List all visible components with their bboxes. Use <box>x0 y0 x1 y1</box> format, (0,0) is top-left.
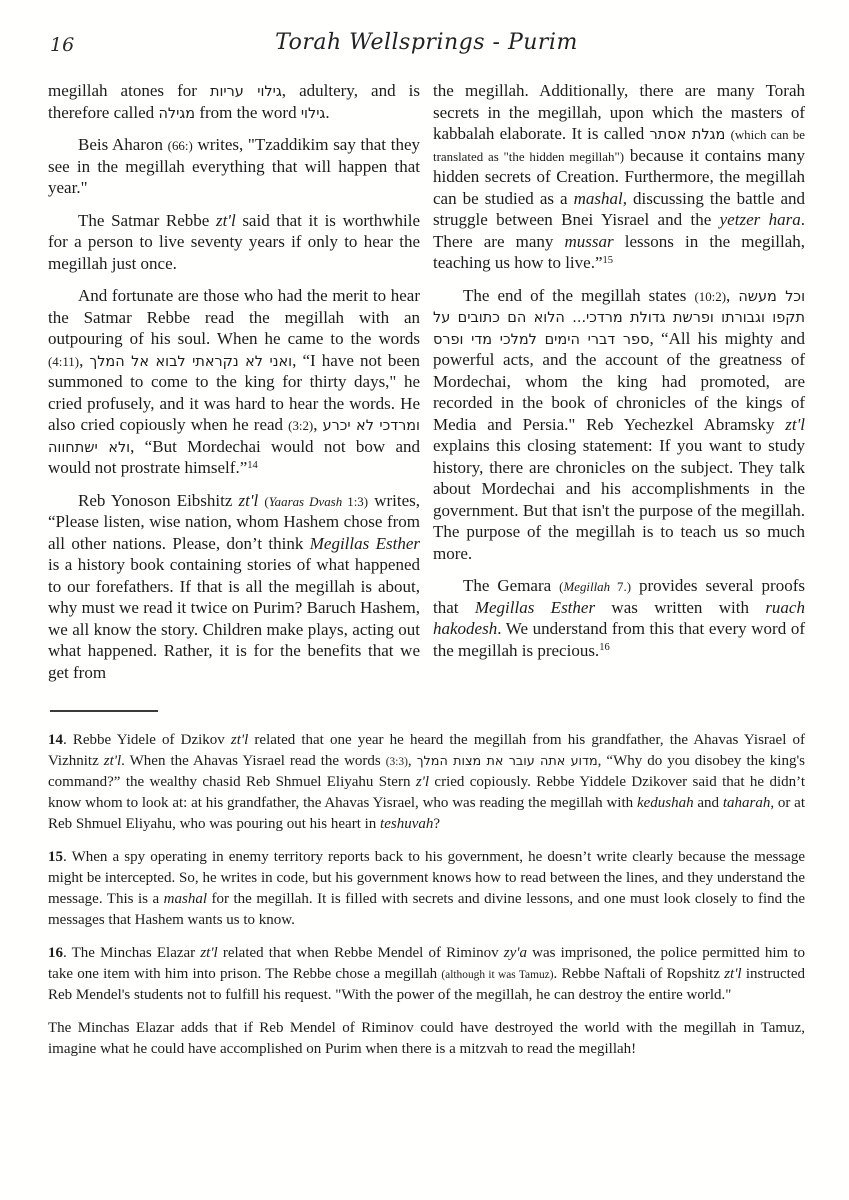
text-segment: instructed Reb Mendel's students not to fulfill his request. "With the power of the megillah, he can destroy the entire world." <box>48 966 805 1003</box>
text-segment: , <box>313 415 323 434</box>
text-segment: 16 <box>599 642 610 654</box>
paragraph <box>48 490 420 684</box>
page-title: Torah Wellsprings - Purim <box>275 30 578 55</box>
text-segment: explains this closing statement: If you want to study history, there are chronicles on the subject. They talk about Mordechai and his accomplishments in the government. But that isn't the purpose of the megillah. The purpose of the megillah is to teach us so much more. <box>433 436 805 563</box>
text-segment: (66:) <box>167 138 193 153</box>
text-segment: taharah <box>722 795 771 811</box>
right-column <box>433 80 805 694</box>
text-segment: zy'a <box>503 945 527 961</box>
text-segment: Beis Aharon <box>78 135 168 154</box>
text-segment: writes, “Please listen, wise nation, whom Hashem chose from all other nations. Please, don’t think <box>48 490 420 553</box>
text-segment: writes, "Tzaddikim say that they see in the megillah everything that will happen that year." <box>48 135 420 197</box>
text-segment: megillah atones for <box>48 81 210 100</box>
text-segment: , <box>79 350 90 370</box>
text-segment: (3:3) <box>385 756 408 768</box>
text-segment: mashal <box>573 188 623 208</box>
text-segment: (although it was Tamuz) <box>441 969 554 981</box>
hebrew-phrase: מדוע אתה עובר את מצות המלך <box>416 754 598 769</box>
text-segment: , “All his mighty and powerful acts, and the account of the greatness of Mordechai, whom the king had promoted, are recorded in the book of chronicles of the kings of Media and Persia." Reb Yechezkel Abramsky <box>433 328 805 434</box>
text-segment: zt'l <box>724 966 742 982</box>
paragraph <box>433 80 805 274</box>
text-segment: was written with <box>595 597 766 617</box>
text-segment: lessons in the megillah, teaching us how to live.” <box>433 231 805 272</box>
text-segment: Megillas Esther <box>474 597 596 617</box>
text-segment: . <box>325 102 330 122</box>
text-segment: the megillah. Additionally, there are many Torah secrets in the megillah, upon which the masters of kabbalah elaborate. It is called <box>433 81 805 143</box>
text-segment: mashal <box>163 891 207 907</box>
text-segment: teshuvah <box>380 816 434 832</box>
text-segment: . Rebbe Yidele of Dzikov <box>63 732 231 748</box>
text-segment: , <box>726 285 739 305</box>
text-segment: zt'l <box>200 945 218 961</box>
text-segment: provides several proofs that <box>433 576 805 617</box>
text-segment: from the word <box>195 102 301 122</box>
footnote-number: 14 <box>48 732 63 748</box>
text-segment: , “I have not been summoned to come to the king for thirty days," he cried profusely, and it was hard to hear the words. He also cried copiously when he read <box>48 350 420 434</box>
text-segment: The Gemara <box>463 576 560 595</box>
text-segment: And fortunate are those who had the merit to hear the Satmar Rebbe read the megillah with an outpouring of his soul. When he came to the words <box>48 286 420 348</box>
text-segment: zt'l <box>230 732 249 748</box>
hebrew-phrase: גילוי עריות <box>209 84 282 100</box>
hebrew-phrase: מגילה <box>158 105 196 122</box>
paragraph <box>48 210 420 275</box>
text-segment: . There are many <box>433 210 805 251</box>
text-segment: cried copiously. Rebbe Yiddele Dzikover said that he didn’t know whom to look at: at his grandfather, the Ahavas Yisrael, who was reading the megillah with <box>48 774 805 811</box>
text-segment: , <box>407 753 417 769</box>
text-segment: 14 <box>247 459 258 471</box>
page-number: 16 <box>50 34 75 56</box>
text-segment: . The Minchas Elazar <box>63 945 201 961</box>
text-segment: , “Why do you disobey the king's command?” the wealthy chasid Reb Shmuel Eliyahu Stern <box>48 753 805 790</box>
text-segment: Megillas Esther <box>309 533 420 553</box>
text-segment: zt'l <box>103 753 122 769</box>
footnote-number: 15 <box>48 849 63 865</box>
text-segment: Reb Yonoson Eibshitz <box>78 490 239 510</box>
hebrew-phrase: ואני לא נקראתי לבוא אל המלך <box>89 353 293 370</box>
text-segment: (4:11) <box>48 353 80 369</box>
text-segment: yetzer hara <box>719 210 801 229</box>
footnote <box>48 1018 805 1060</box>
text-segment: Yaaras Dvash <box>268 493 343 509</box>
text-segment: is a history book containing stories of what happened to our forefathers. If that is all the megillah is about, why must we read it twice on Purim? Baruch Hashem, we all know the story. Children make plays, acting out what happened. Rather, it is for the benefits that we get from <box>48 555 420 682</box>
paragraph <box>48 80 420 123</box>
text-segment: 7.) <box>610 579 631 594</box>
text-segment: zt'l <box>215 210 236 230</box>
text-segment: zt'l <box>785 414 805 434</box>
text-segment: . Rebbe Naftali of Ropshitz <box>553 966 725 982</box>
text-segment: , discussing the battle and struggle between Bnei Yisrael and the <box>433 188 805 229</box>
hebrew-phrase: גילוי <box>300 105 326 122</box>
text-segment: and <box>693 795 723 811</box>
page-header <box>48 28 805 70</box>
footnote-separator <box>50 710 158 712</box>
text-segment: related that when Rebbe Mendel of Riminov <box>217 945 504 961</box>
text-segment: z'l <box>415 774 430 790</box>
text-segment: ruach hakodesh <box>433 597 805 638</box>
text-segment: zt'l <box>238 490 259 510</box>
paragraph <box>48 285 420 479</box>
text-segment: related that one year he heard the megillah from his grandfather, the Ahavas Yisrael of Vizhnitz <box>48 732 805 769</box>
paragraph <box>48 134 420 199</box>
footnotes-section <box>48 730 805 1060</box>
text-segment: mussar <box>564 231 614 251</box>
footnote-number: 16 <box>48 945 63 961</box>
hebrew-phrase: ומרדכי לא יכרע ולא ישתחווה <box>48 418 420 456</box>
text-segment: was imprisoned, the police permitted him to take one item with him into prison. The Rebbe chose a megillah <box>48 945 805 982</box>
text-segment: . When a spy operating in enemy territory reports back to his government, he doesn’t write clearly because the message might be intercepted. So, he writes in code, but his government knows how to read between the lines, and they understand the message. This is a <box>48 849 805 907</box>
paragraph <box>433 285 805 565</box>
text-segment: (which can be translated as "the hidden megillah") <box>433 127 805 164</box>
text-segment: said that it is worthwhile for a person to live seventy years if only to hear the megillah just once. <box>48 210 421 273</box>
footnote <box>48 943 805 1006</box>
text-segment: The end of the megillah states <box>463 285 695 305</box>
text-segment: , “But Mordechai would not bow and would not prostrate himself.” <box>48 436 420 477</box>
text-segment: , adultery, and is therefore called <box>48 81 420 122</box>
text-segment: , or at Reb Shmuel Eliyahu, who was pouring out his heart in <box>48 795 805 832</box>
paragraph <box>433 575 805 661</box>
left-column <box>48 80 420 694</box>
text-segment: Megillah <box>563 579 611 594</box>
text-segment: 15 <box>602 254 614 266</box>
hebrew-phrase: וכל מעשה תקפו וגבורתו ופרשת גדולת מרדכי... הלוא הם כתובים על ספר דברי הימים למלכי מדי ופרס <box>433 288 805 348</box>
text-segment: ( <box>264 493 269 509</box>
text-segment: . When the Ahavas Yisrael read the words <box>121 753 386 769</box>
text-segment: kedushah <box>636 795 694 811</box>
text-segment: because it contains many hidden secrets of Creation. Furthermore, the megillah can be studied as a <box>433 145 806 208</box>
text-segment: The Minchas Elazar adds that if Reb Mendel of Riminov could have destroyed the world with the megillah in Tamuz, imagine what he could have accomplished on Purim when there is a mitzvah to read the megillah! <box>48 1020 805 1057</box>
text-segment: The Satmar Rebbe <box>78 210 216 230</box>
text-segment: (3:2) <box>288 418 314 433</box>
text-segment: 1:3) <box>342 493 369 509</box>
footnote <box>48 730 805 835</box>
text-segment: ( <box>559 579 564 594</box>
text-segment: . We understand from this that every word of the megillah is precious. <box>433 619 805 660</box>
text-segment: ? <box>433 816 441 832</box>
text-segment: (10:2) <box>694 288 727 304</box>
text-segment: for the megillah. It is filled with secrets and divine lessons, and one must look closely to find the messages that Hashem wants us to know. <box>48 891 806 928</box>
main-text <box>48 80 805 694</box>
hebrew-phrase: מגלת אסתר <box>649 127 726 143</box>
footnote <box>48 847 805 931</box>
